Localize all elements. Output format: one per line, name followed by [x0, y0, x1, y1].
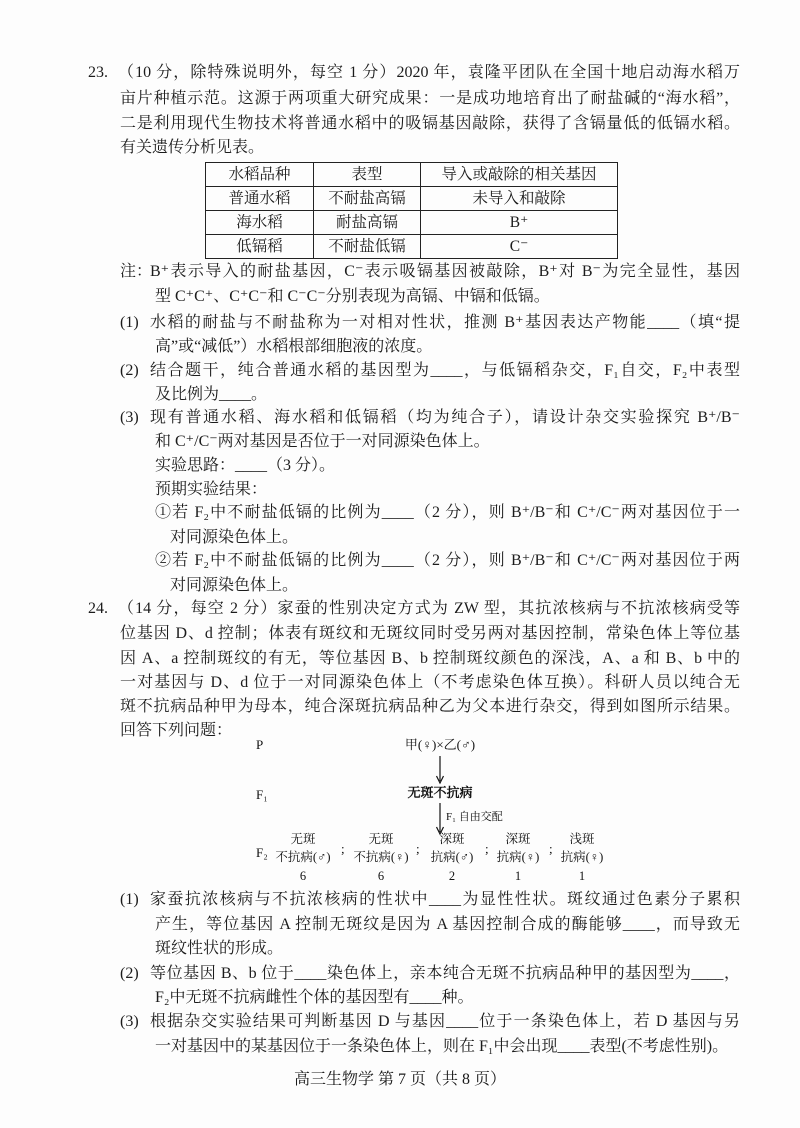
f2-phenotype-disease: 不抗病(♂) — [275, 850, 331, 864]
question-24-number: 24. — [88, 600, 108, 617]
free-mating-label: F₁ 自由交配 — [446, 811, 503, 823]
table-cell: 不耐盐高镉 — [314, 187, 421, 211]
subquestion-line: 根据杂交实验结果可判断基因 D 与基因____位于一条染色体上，若 D 基因与另 — [150, 1013, 740, 1030]
f2-phenotype — [551, 830, 613, 866]
table-header-cell: 水稻品种 — [206, 163, 314, 187]
question-24-stem-line: 一对基因与 D、d 位于一对同源染色体上（不考虑染色体互换）。科研人员以纯合无 — [120, 674, 740, 691]
table-cell: 未导入和敲除 — [421, 187, 618, 211]
subquestion-line: 家蚕抗浓核病与不抗浓核病的性状中____为显性性状。斑纹通过色素分子累积 — [150, 891, 740, 908]
note-label: 注： — [120, 263, 153, 280]
subquestion-line: 水稻的耐盐与不耐盐称为一对相对性状，推测 B⁺基因表达产物能____（填“提 — [150, 314, 740, 331]
subquestion-label: (1) — [120, 314, 139, 331]
f2-ratio-number: 6 — [299, 869, 307, 883]
table-row — [206, 211, 618, 235]
table-cell: 耐盐高镉 — [314, 211, 421, 235]
f2-ratio-number: 1 — [514, 869, 522, 883]
f2-phenotype — [487, 830, 549, 866]
subquestion-label: (3) — [120, 409, 139, 426]
f2-phenotype-disease: 抗病(♂) — [430, 850, 474, 864]
expected-result-line: ②若 F₂中不耐盐低镉的比例为____（2 分），则 B⁺/B⁻和 C⁺/C⁻两对基因位于两 — [155, 552, 740, 569]
f2-phenotype — [272, 830, 334, 866]
subquestion-line: 结合题干，纯合普通水稻的基因型为____，与低镉稻杂交，F₁自交，F₂中表型 — [150, 362, 740, 379]
generation-label-f2: F₂ — [256, 845, 268, 860]
question-23-number: 23. — [88, 64, 108, 81]
f2-phenotype — [350, 830, 412, 866]
genetics-table — [205, 162, 618, 259]
table-header-row — [206, 163, 618, 187]
f2-phenotype-disease: 不抗病(♀) — [353, 850, 409, 864]
subquestion-line: 和 C⁺/C⁻两对基因是否位于一对同源染色体上。 — [155, 433, 490, 450]
expected-result-line: 对同源染色体上。 — [170, 529, 299, 546]
ratio-separator: ; — [416, 841, 420, 856]
f2-ratio-number: 2 — [448, 869, 456, 883]
question-23-stem-line: 亩片种植示范。这源于两项重大研究成果：一是成功地培育出了耐盐碱的“海水稻”， — [120, 90, 740, 107]
down-arrow-icon — [432, 754, 448, 786]
expected-result-line: ①若 F₂中不耐盐低镉的比例为____（2 分），则 B⁺/B⁻和 C⁺/C⁻两对基因位于一 — [155, 504, 740, 521]
subquestion-line: 高”或“减低”）水稻根部细胞液的浓度。 — [155, 338, 433, 355]
table-header-cell: 表型 — [314, 163, 421, 187]
f2-phenotype — [421, 830, 483, 866]
experiment-idea: 实验思路：____（3 分）。 — [155, 457, 336, 474]
question-24-stem-line: （14 分，每空 2 分）家蚕的性别决定方式为 ZW 型，其抗浓核病与不抗浓核病受等 — [118, 600, 740, 617]
subquestion-line: 现有普通水稻、海水稻和低镉稻（均为纯合子），请设计杂交实验探究 B⁺/B⁻ — [150, 409, 740, 426]
f2-phenotype-disease: 抗病(♀) — [560, 850, 604, 864]
page-footer: 高三生物学 第 7 页（共 8 页） — [293, 1071, 506, 1088]
f2-phenotype-pattern: 无斑 — [368, 832, 394, 846]
subquestion-label: (1) — [120, 891, 139, 908]
f2-phenotype-pattern: 浅斑 — [569, 832, 595, 846]
ratio-separator: ; — [485, 841, 489, 856]
question-24-stem-line: 因 A、a 控制斑纹的有无，等位基因 B、b 控制斑纹颜色的深浅，A、a 和 B、b 中的 — [120, 650, 740, 667]
table-row — [206, 187, 618, 211]
subquestion-line: 等位基因 B、b 位于____染色体上，亲本纯合无斑不抗病品种甲的基因型为____， — [150, 965, 740, 982]
note-line: 型 C⁺C⁺、C⁺C⁻和 C⁻C⁻分别表现为高镉、中镉和低镉。 — [155, 288, 550, 305]
question-24-stem-line: 位基因 D、d 控制；体表有斑纹和无斑纹同时受另两对基因控制，常染色体上等位基 — [120, 625, 740, 642]
table-cell: 低镉稻 — [206, 235, 314, 259]
generation-label-f1: F₁ — [256, 787, 268, 802]
subquestion-line: 斑纹性状的形成。 — [155, 940, 284, 957]
f2-ratio-number: 6 — [377, 869, 385, 883]
f1-phenotype: 无斑不抗病 — [407, 785, 473, 800]
ratio-separator: ; — [341, 841, 345, 856]
table-cell: 不耐盐低镉 — [314, 235, 421, 259]
table-cell: B⁺ — [421, 211, 618, 235]
subquestion-line: 产生，等位基因 A 控制无斑纹是因为 A 基因控制合成的酶能够____，而导致无 — [155, 916, 740, 933]
table-row — [206, 235, 618, 259]
note-line: B⁺表示导入的耐盐基因，C⁻表示吸镉基因被敲除，B⁺对 B⁻为完全显性，基因 — [150, 263, 740, 280]
f2-phenotype-pattern: 深斑 — [439, 832, 465, 846]
table-cell: C⁻ — [421, 235, 618, 259]
question-23-stem-line: 二是利用现代生物技术将普通水稻中的吸镉基因敲除，获得了含镉量低的低镉水稻。 — [120, 115, 740, 132]
f2-ratio-number: 1 — [578, 869, 586, 883]
table-header-cell: 导入或敲除的相关基因 — [421, 163, 618, 187]
question-24-stem-line: 斑不抗病品种甲为母本，纯合深斑抗病品种乙为父本进行杂交，得到如图所示结果。 — [120, 698, 740, 715]
subquestion-label: (3) — [120, 1013, 139, 1030]
table-cell: 普通水稻 — [206, 187, 314, 211]
parents-cross: 甲(♀)×乙(♂) — [404, 737, 476, 752]
subquestion-line: 一对基因中的某基因位于一条染色体上，则在 F₁中会出现____表型(不考虑性别)。 — [155, 1038, 729, 1055]
question-24-stem-line: 回答下列问题： — [120, 722, 233, 739]
ratio-separator: ; — [549, 841, 553, 856]
subquestion-label: (2) — [120, 362, 139, 379]
table-cell: 海水稻 — [206, 211, 314, 235]
subquestion-line: 及比例为____。 — [155, 386, 268, 403]
expected-result-line: 对同源染色体上。 — [170, 577, 299, 594]
subquestion-line: F₂中无斑不抗病雌性个体的基因型有____种。 — [155, 989, 474, 1006]
generation-label-p: P — [256, 737, 264, 752]
question-23-stem-line: （10 分，除特殊说明外，每空 1 分）2020 年，袁隆平团队在全国十地启动海水稻万 — [118, 64, 740, 81]
f2-phenotype-pattern: 无斑 — [290, 832, 316, 846]
f2-phenotype-pattern: 深斑 — [505, 832, 531, 846]
question-23-stem-line: 有关遗传分析见表。 — [120, 139, 265, 156]
f2-phenotype-disease: 抗病(♀) — [496, 850, 540, 864]
expected-results-title: 预期实验结果： — [155, 481, 268, 498]
subquestion-label: (2) — [120, 965, 139, 982]
